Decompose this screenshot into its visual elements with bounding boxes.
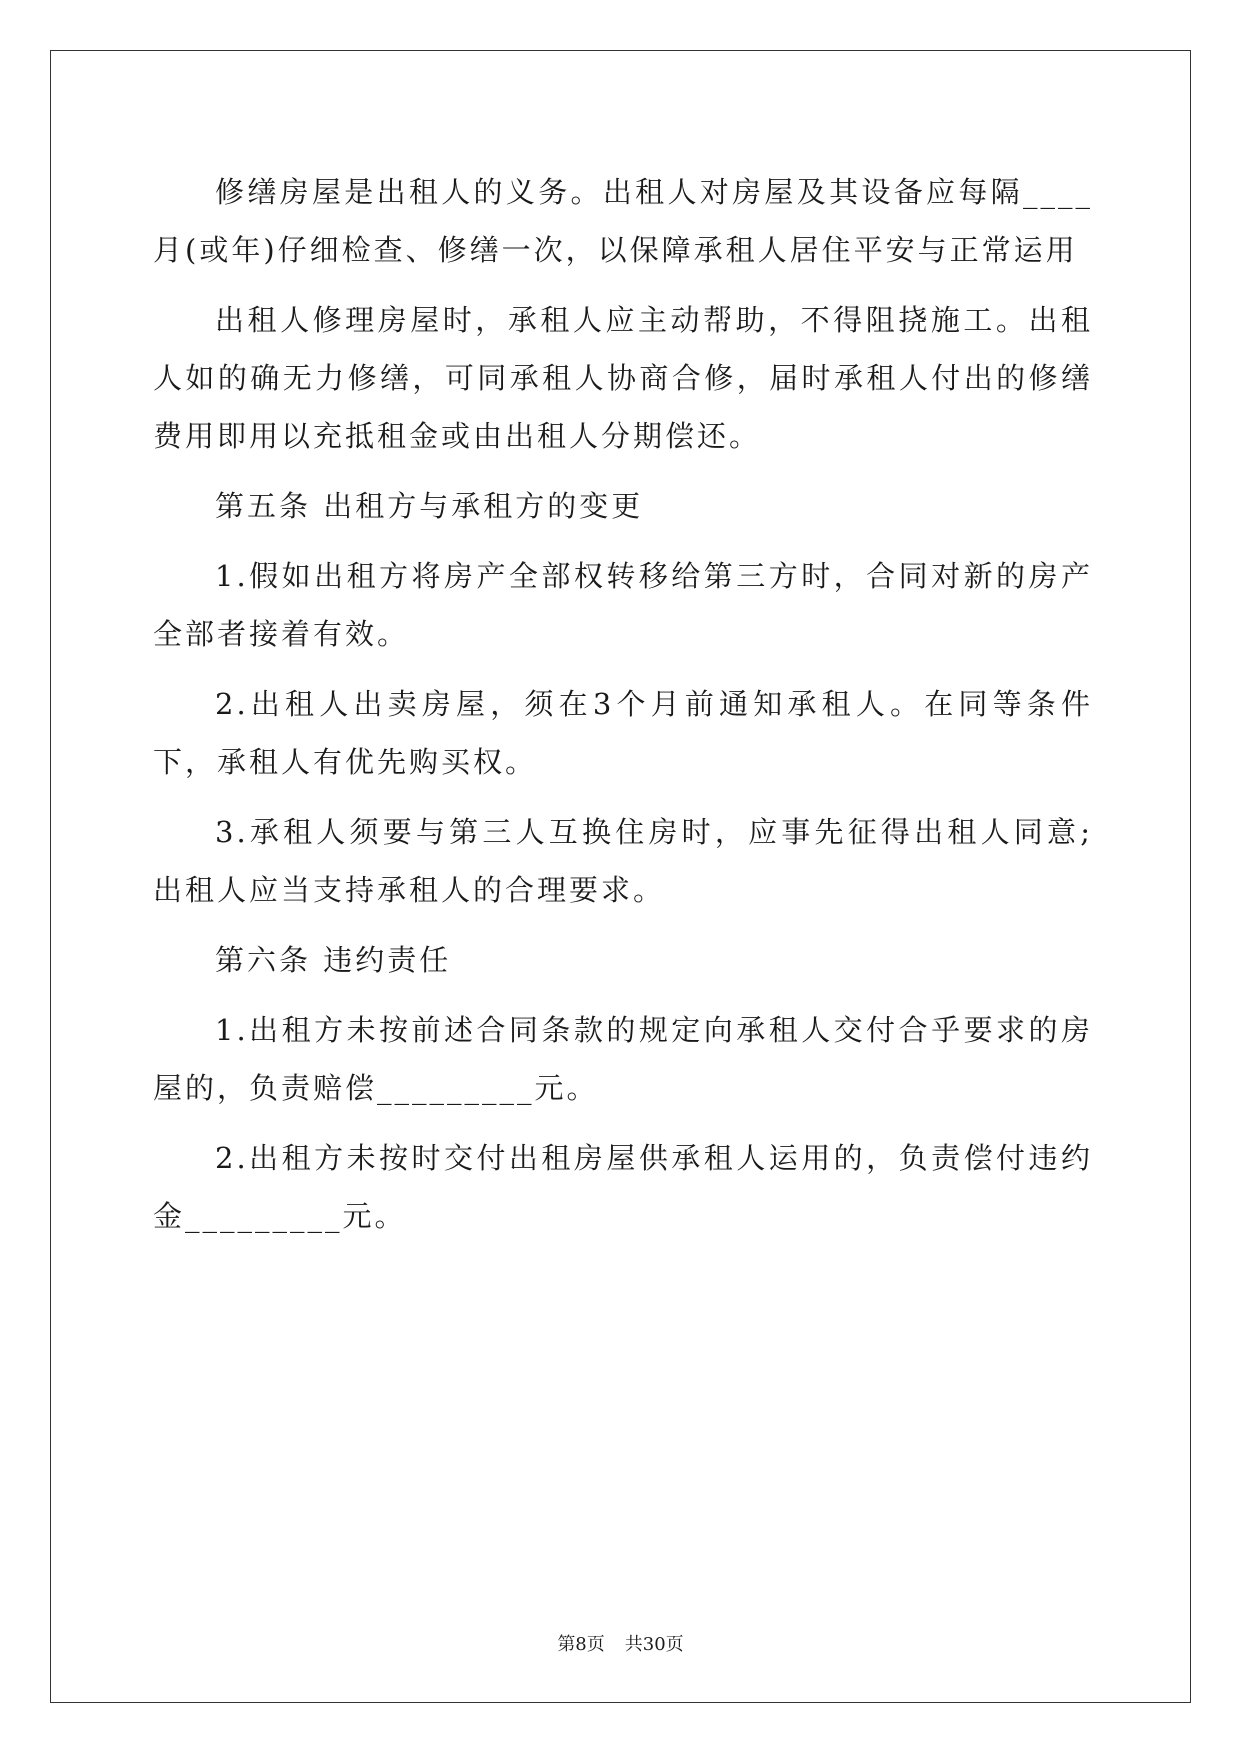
- paragraph-article-5-item-3: 3.承租人须要与第三人互换住房时，应事先征得出租人同意;出租人应当支持承租人的合理要求。: [153, 815, 1093, 907]
- paragraph-article-6-item-2: 2.出租方未按时交付出租房屋供承租人运用的，负责偿付违约金_________元。: [153, 1141, 1093, 1233]
- paragraph-article-5-item-1: 1.假如出租方将房产全部权转移给第三方时，合同对新的房产全部者接着有效。: [153, 559, 1093, 651]
- paragraph-repair-duty: 修缮房屋是出租人的义务。出租人对房屋及其设备应每隔____月(或年)仔细检查、修缮一次，以保障承租人居住平安与正常运用: [153, 175, 1093, 267]
- page-footer: [0, 1633, 1241, 1657]
- paragraph-repair-cooperation: 出租人修理房屋时，承租人应主动帮助，不得阻挠施工。出租人如的确无力修缮，可同承租人协商合修，届时承租人付出的修缮费用即用以充抵租金或由出租人分期偿还。: [153, 303, 1093, 453]
- page-number-total: 共30页: [624, 1634, 684, 1655]
- document-body: [153, 163, 1093, 1245]
- paragraph-article-6-item-1: 1.出租方未按前述合同条款的规定向承租人交付合乎要求的房屋的，负责赔偿_________元。: [153, 1013, 1093, 1105]
- section-heading-article-6: 第六条 违约责任: [215, 943, 452, 977]
- section-heading-article-5: 第五条 出租方与承租方的变更: [215, 489, 644, 523]
- paragraph-article-5-item-2: 2.出租人出卖房屋，须在3个月前通知承租人。在同等条件下，承租人有优先购买权。: [153, 687, 1093, 779]
- page-number-current: 第8页: [557, 1634, 605, 1655]
